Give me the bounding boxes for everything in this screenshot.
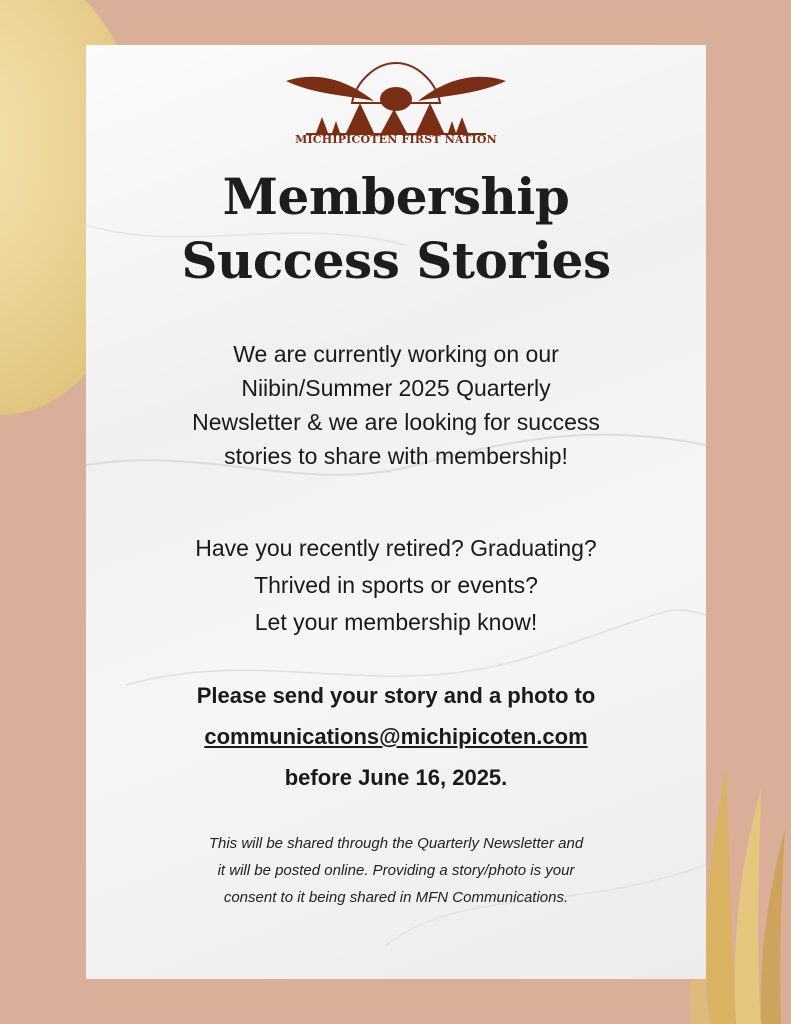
- page-title: [86, 165, 706, 293]
- question-paragraph: [106, 530, 686, 641]
- email-link[interactable]: communications@michipicoten.com: [204, 724, 588, 749]
- call-to-action: [106, 675, 686, 798]
- note-line: This will be shared through the Quarterly Newsletter and: [208, 835, 584, 852]
- title-line-2: Success Stories: [181, 231, 611, 290]
- question-line: Let your membership know!: [254, 609, 538, 635]
- intro-line: Newsletter & we are looking for success: [192, 409, 600, 435]
- note-line: it will be posted online. Providing a story/photo is your: [217, 862, 575, 879]
- question-line: Thrived in sports or events?: [254, 572, 538, 598]
- title-line-1: Membership: [222, 167, 570, 226]
- intro-paragraph: [106, 337, 686, 473]
- cta-line: Please send your story and a photo to: [196, 683, 596, 708]
- flyer-card: [86, 45, 706, 979]
- intro-line: stories to share with membership!: [224, 443, 568, 469]
- intro-line: We are currently working on our: [233, 341, 559, 367]
- deadline-line: before June 16, 2025.: [284, 765, 508, 790]
- intro-line: Niibin/Summer 2025 Quarterly: [241, 375, 551, 401]
- note-line: consent to it being shared in MFN Communications.: [223, 889, 569, 906]
- consent-note: [126, 830, 666, 911]
- question-line: Have you recently retired? Graduating?: [195, 535, 597, 561]
- organization-name: MICHIPICOTEN FIRST NATION: [295, 133, 497, 146]
